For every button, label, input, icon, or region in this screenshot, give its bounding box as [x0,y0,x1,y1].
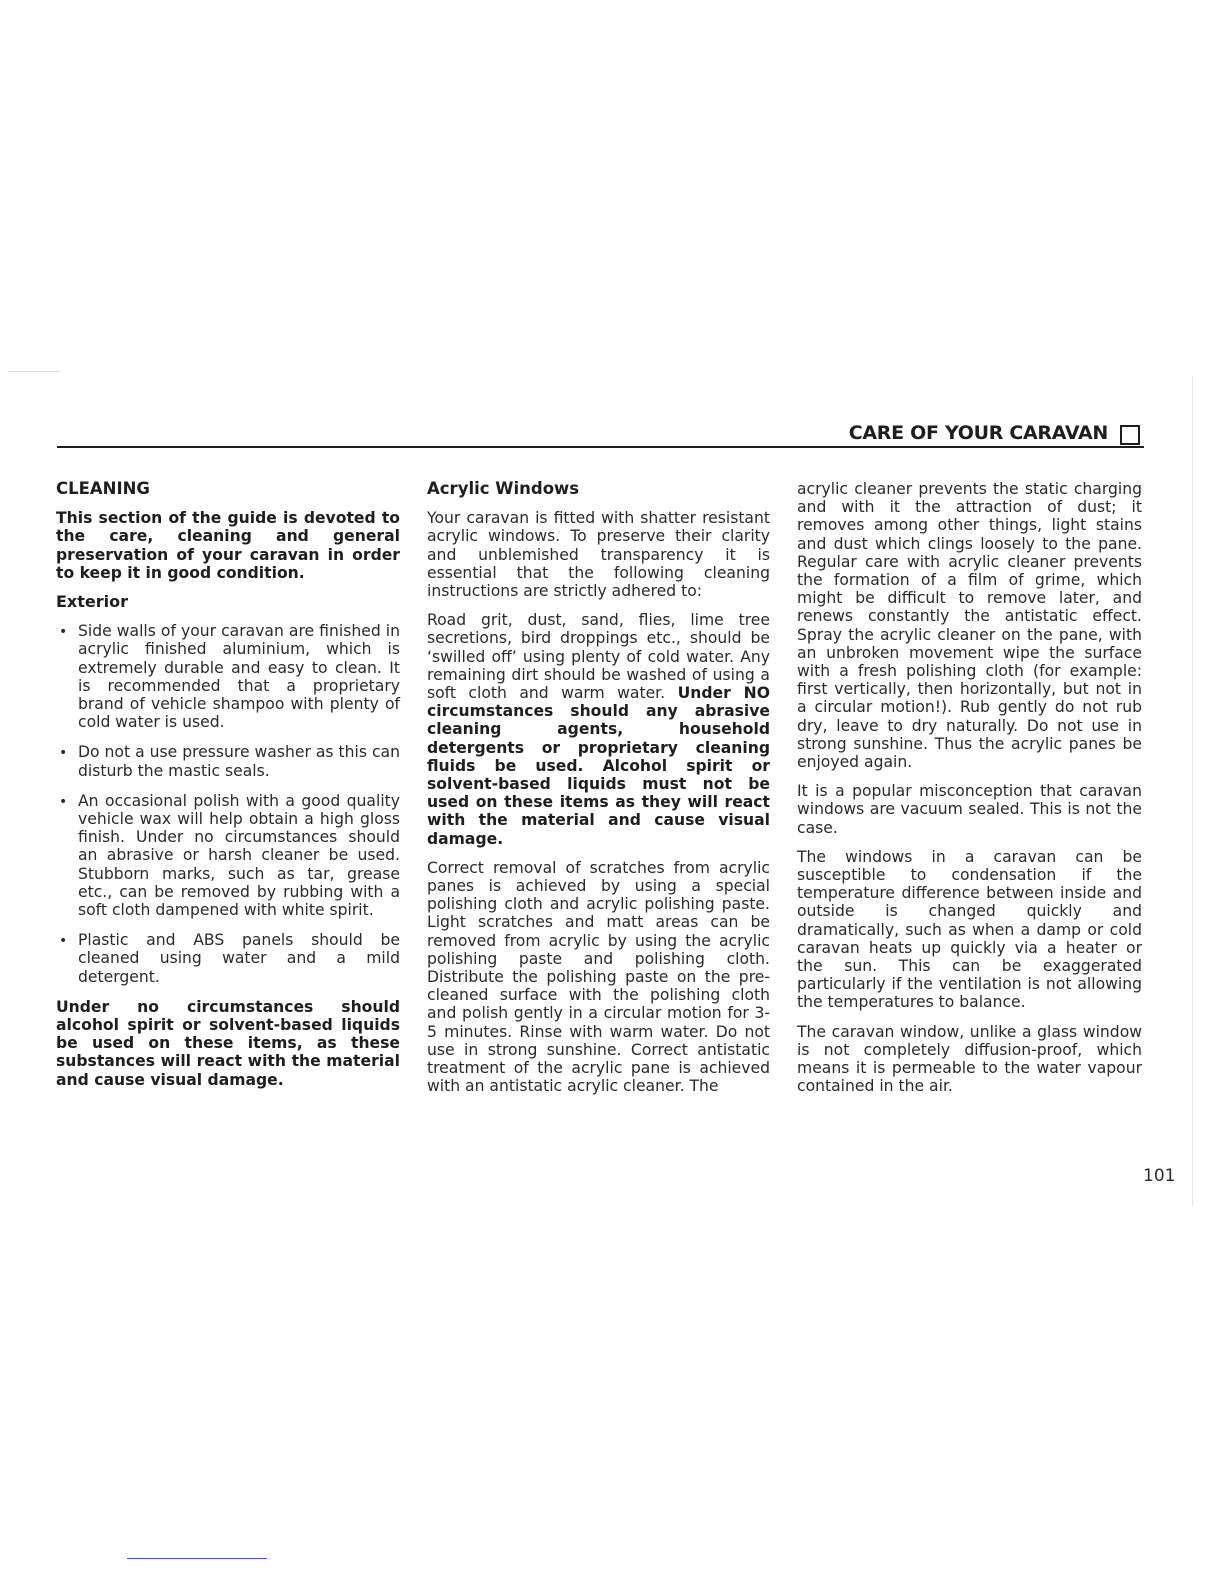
section-title: CARE OF YOUR CARAVAN [848,422,1108,444]
column-middle [427,480,770,1107]
acrylic-windows-heading: Acrylic Windows [427,479,580,498]
page-edge-mark [8,371,60,372]
warning-paragraph: Under no circumstances should alcohol spirit or solvent-based liquids be used on these items, as these substances will react with the material and cause visual damage. [56,997,400,1089]
exterior-bullet-list [56,622,400,986]
page-number: 101 [1143,1166,1176,1186]
diffusion-paragraph: The caravan window, unlike a glass window is not completely diffusion-proof, which means it is permeable to the water vapour contained in the air. [797,1022,1142,1096]
page-edge-shadow [1192,376,1193,1206]
list-item: • Side walls of your caravan are finished in acrylic finished aluminium, which is extremely durable and easy to clean. It is recommended that a proprietary brand of vehicle shampoo with plenty of cold water is used. [59,622,400,732]
header-rule [57,446,1144,448]
misconception-paragraph: It is a popular misconception that caravan windows are vacuum sealed. This is not the case. [797,782,1142,837]
bullet-icon: • [59,793,68,810]
cleaning-instructions-paragraph: Road grit, dust, sand, flies, lime tree secretions, bird droppings etc., should be ‘swilled off’ using plenty of cold water. Any remaining dirt should be washed of using a soft cloth and warm water. Under NO circumstances should any abrasive cleaning agents, household detergents or proprietary cleaning fluids be used. Alcohol spirit or solvent-based liquids must not be used on these items as they will react with the material and cause visual damage. [427,611,770,848]
list-item: • An occasional polish with a good quality vehicle wax will help obtain a high gloss finish. Under no circumstances should an abrasive or harsh cleaner be used. Stubborn marks, such as tar, grease etc., can be removed by rubbing with a soft cloth dampened with white spirit. [59,791,400,920]
column-left [56,480,400,1100]
list-item: • Plastic and ABS panels should be cleaned using water and a mild detergent. [59,931,400,986]
scratch-removal-paragraph: Correct removal of scratches from acrylic panes is achieved by using a special polishing cloth and acrylic polishing paste. Light scratches and matt areas can be removed from acrylic by using the acrylic polishing paste and polishing cloth. Distribute the polishing paste on the pre-cleaned surface with the polishing cloth and polish gently in a circular motion for 3-5 minutes. Rinse with warm water. Do not use in strong sunshine. Correct antistatic treatment of the acrylic pane is achieved with an antistatic acrylic cleaner. The [427,858,770,1096]
cleaning-heading: CLEANING [56,479,150,498]
antistatic-paragraph: acrylic cleaner prevents the static charging and with it the attraction of dust; it removes among other things, light stains and dust which clings loosely to the pane. Regular care with acrylic cleaner prevents the formation of a film of grime, which might be difficult to remove later, and renews constantly the antistatic effect. Spray the acrylic cleaner on the pane, with an unbroken movement wipe the surface with a fresh polishing cloth (for example: first vertically, then horizontally, but not in a circular motion!). Rub gently do not rub dry, leave to dry naturally. Do not use in strong sunshine. Thus the acrylic panes be enjoyed again. [797,480,1142,772]
bullet-icon: • [59,933,68,950]
bullet-icon: • [59,745,68,762]
acrylic-intro-paragraph: Your caravan is fitted with shatter resistant acrylic windows. To preserve their clarity and unblemished transparency it is essential that the following cleaning instructions are strictly adhered to: [427,509,770,601]
intro-paragraph: This section of the guide is devoted to the care, cleaning and general preservation of your caravan in order to keep it in good condition. [56,509,400,582]
exterior-subheading: Exterior [56,592,129,612]
condensation-paragraph: The windows in a caravan can be susceptible to condensation if the temperature difference between inside and outside is changed quickly and dramatically, such as when a damp or cold caravan heats up quickly via a heater or the sun. This can be exaggerated particularly if the ventilation is not allowing the temperatures to balance. [797,847,1142,1012]
list-item: • Do not a use pressure washer as this can disturb the mastic seals. [59,743,400,780]
cleaning-warning: Under NO circumstances should any abrasive cleaning agents, household detergents or proprietary cleaning fluids be used. Alcohol spirit or solvent-based liquids must not be used on these items as they will react with the material and cause visual damage. [427,684,770,848]
column-right [797,480,1142,1107]
bottom-underline [127,1558,267,1559]
section-marker-box [1120,425,1140,445]
bullet-icon: • [59,624,68,641]
